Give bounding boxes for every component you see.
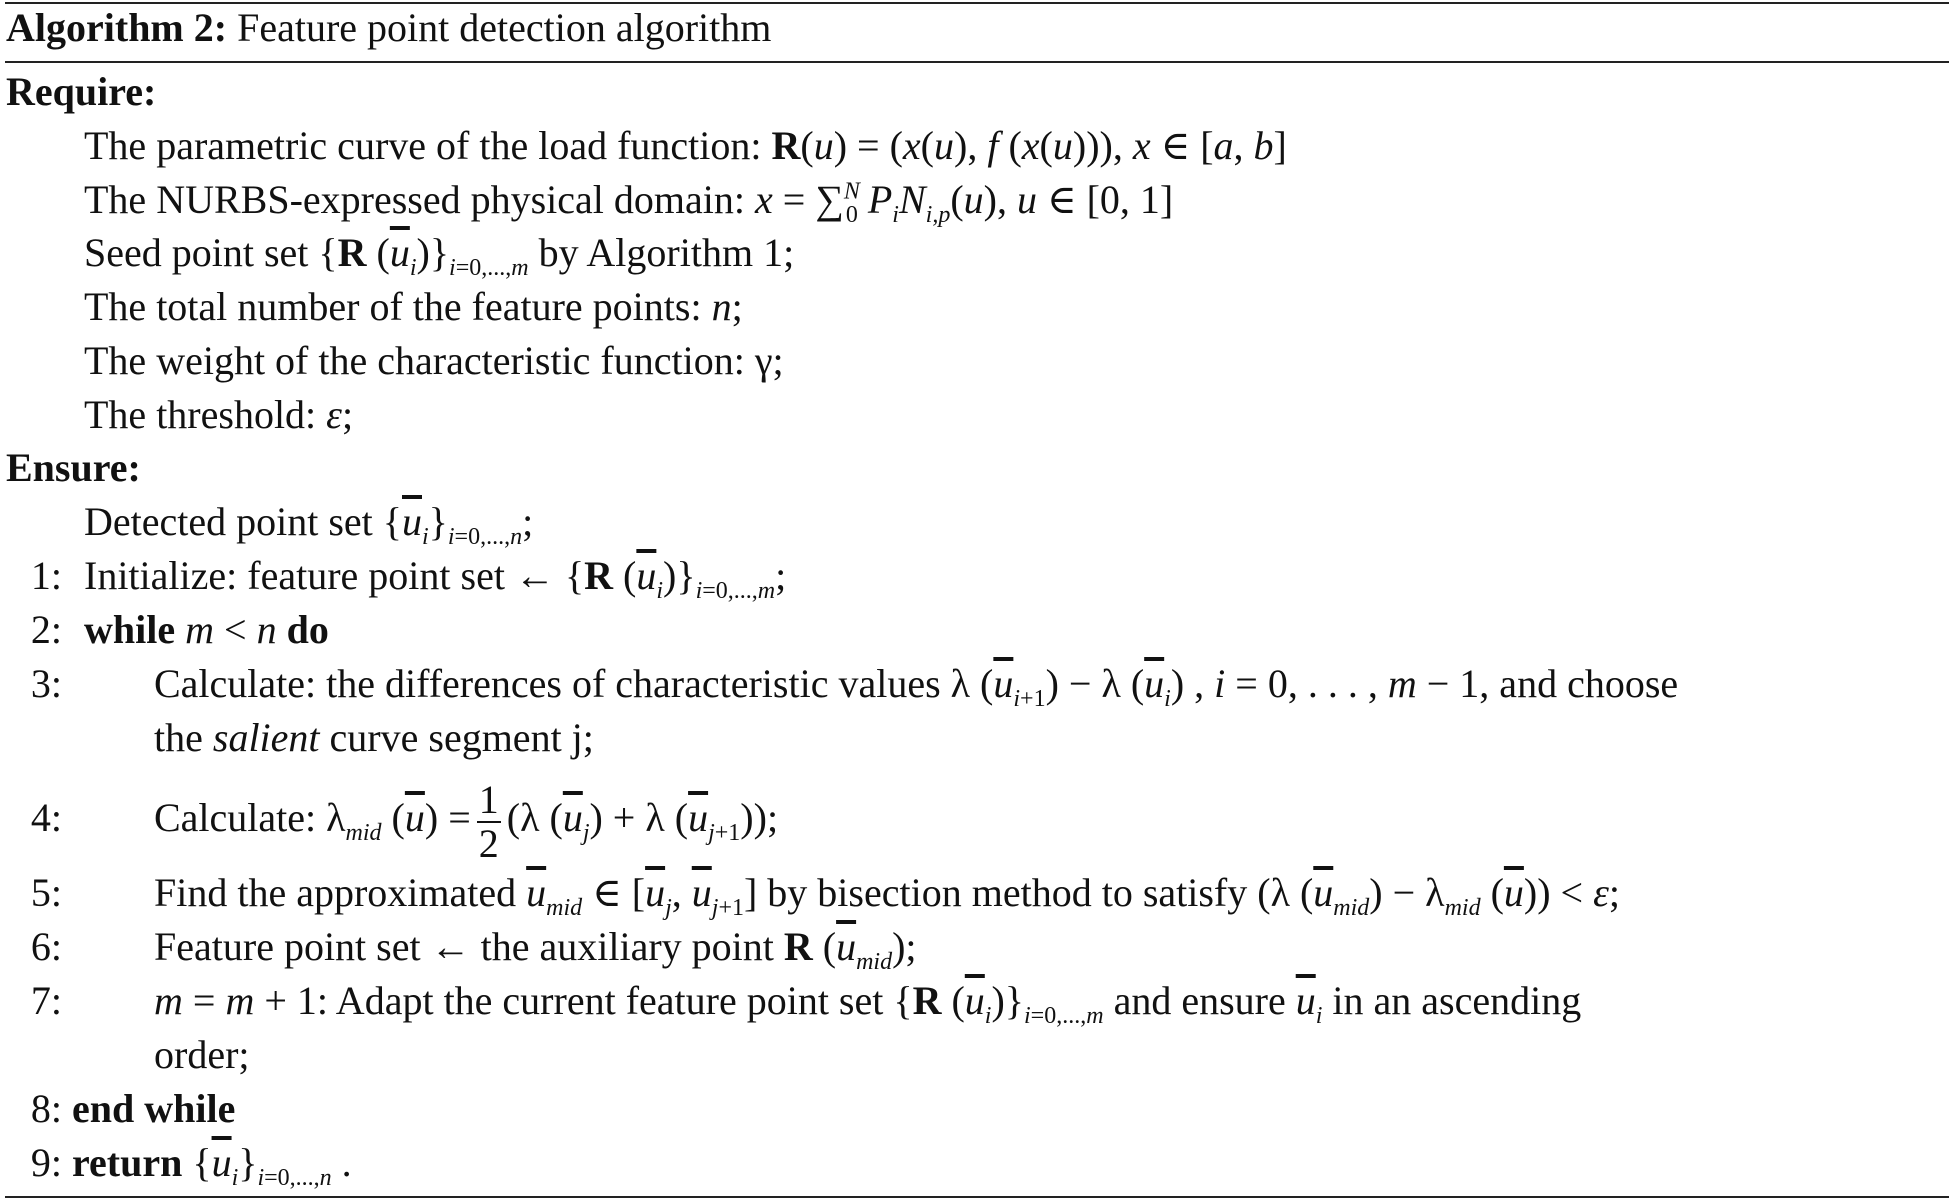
require-label: Require: bbox=[6, 69, 157, 114]
require-item-text: The weight of the characteristic function: γ; bbox=[84, 338, 784, 383]
ensure-item-text: Detected point set $\{\overline{u}_i\}_{i=0,...,n}$; bbox=[84, 499, 534, 550]
step-number: 8: bbox=[30, 1086, 62, 1131]
ensure-heading bbox=[6, 443, 141, 493]
algorithm-label: Algorithm 2: bbox=[6, 5, 228, 50]
step-number: 3: bbox=[30, 661, 62, 706]
require-item-text: Seed point set {R $(\overline{u}_i)\}_{i=0,...,m}$ by Algorithm 1; bbox=[84, 230, 795, 281]
step-number: 4: bbox=[30, 795, 62, 840]
step-text: while m < n do bbox=[84, 607, 329, 652]
require-item-text: The threshold: ε; bbox=[84, 392, 354, 437]
step-number: 6: bbox=[30, 924, 62, 969]
step-text: Calculate: $\lambda_{mid}$ $(\overline{u})$ = $\frac{1}{2}$ (λ $(\overline{u}_j) + \lambda$ $(\overline{u}_{j+1})$); bbox=[154, 776, 779, 866]
step-number: 9: bbox=[30, 1140, 62, 1185]
step-text: the salient curve segment j; bbox=[154, 715, 594, 760]
step-text: return $\{\overline{u}_i\}_{i=0,...,n}$ . bbox=[72, 1140, 352, 1191]
step-text: m = m + 1: Adapt the current feature point set {R $(\overline{u}_i)\}_{i=0,...,m}$ and ensure $\overline{u}_i$ in an ascending bbox=[154, 978, 1582, 1029]
ensure-label: Ensure: bbox=[6, 445, 141, 490]
step-number: 5: bbox=[30, 870, 62, 915]
bottom-rule bbox=[5, 1196, 1949, 1198]
step-number: 1: bbox=[30, 553, 62, 598]
require-item-text: The NURBS-expressed physical domain: x = ∑$^N_0$ $P_iN_{i,p}(u)$, u ∈ [0, 1] bbox=[84, 177, 1174, 228]
step-text: Calculate: the differences of characteristic values λ $(\overline{u}_{i+1}) - \lambda$ $(\overline{u}_i)$ , i = 0, . . . , m − 1, and choose bbox=[154, 661, 1679, 712]
step-text: end while bbox=[72, 1086, 236, 1131]
step-text: order; bbox=[154, 1032, 250, 1077]
require-item-text: The total number of the feature points: n; bbox=[84, 284, 743, 329]
fraction-one-half: $\frac{1}{2}$ bbox=[478, 776, 499, 866]
step-text: Find the approximated $\overline{u}_{mid}$ ∈ [$\overline{u}_j$, $\overline{u}_{j+1}$] by bisection method to satisfy (λ $(\overline{u}_{mid}) - \lambda_{mid}$ $(\overline{u})) < \varepsilon$; bbox=[154, 870, 1620, 921]
step-number: 7: bbox=[30, 978, 62, 1023]
algorithm-title: Feature point detection algorithm bbox=[237, 5, 772, 50]
step-text: Feature point set ← the auxiliary point R $(\overline{u}_{mid})$; bbox=[154, 924, 917, 975]
require-item-text: The parametric curve of the load function: R(u) = (x(u), f (x(u))), x ∈ [a, b] bbox=[84, 123, 1287, 168]
header-rule bbox=[5, 61, 1949, 63]
step-number: 2: bbox=[30, 607, 62, 652]
require-heading bbox=[6, 67, 156, 117]
algorithm-caption bbox=[6, 3, 771, 53]
step-text: Initialize: feature point set ← {R $(\overline{u}_i)\}_{i=0,...,m}$; bbox=[84, 553, 787, 604]
